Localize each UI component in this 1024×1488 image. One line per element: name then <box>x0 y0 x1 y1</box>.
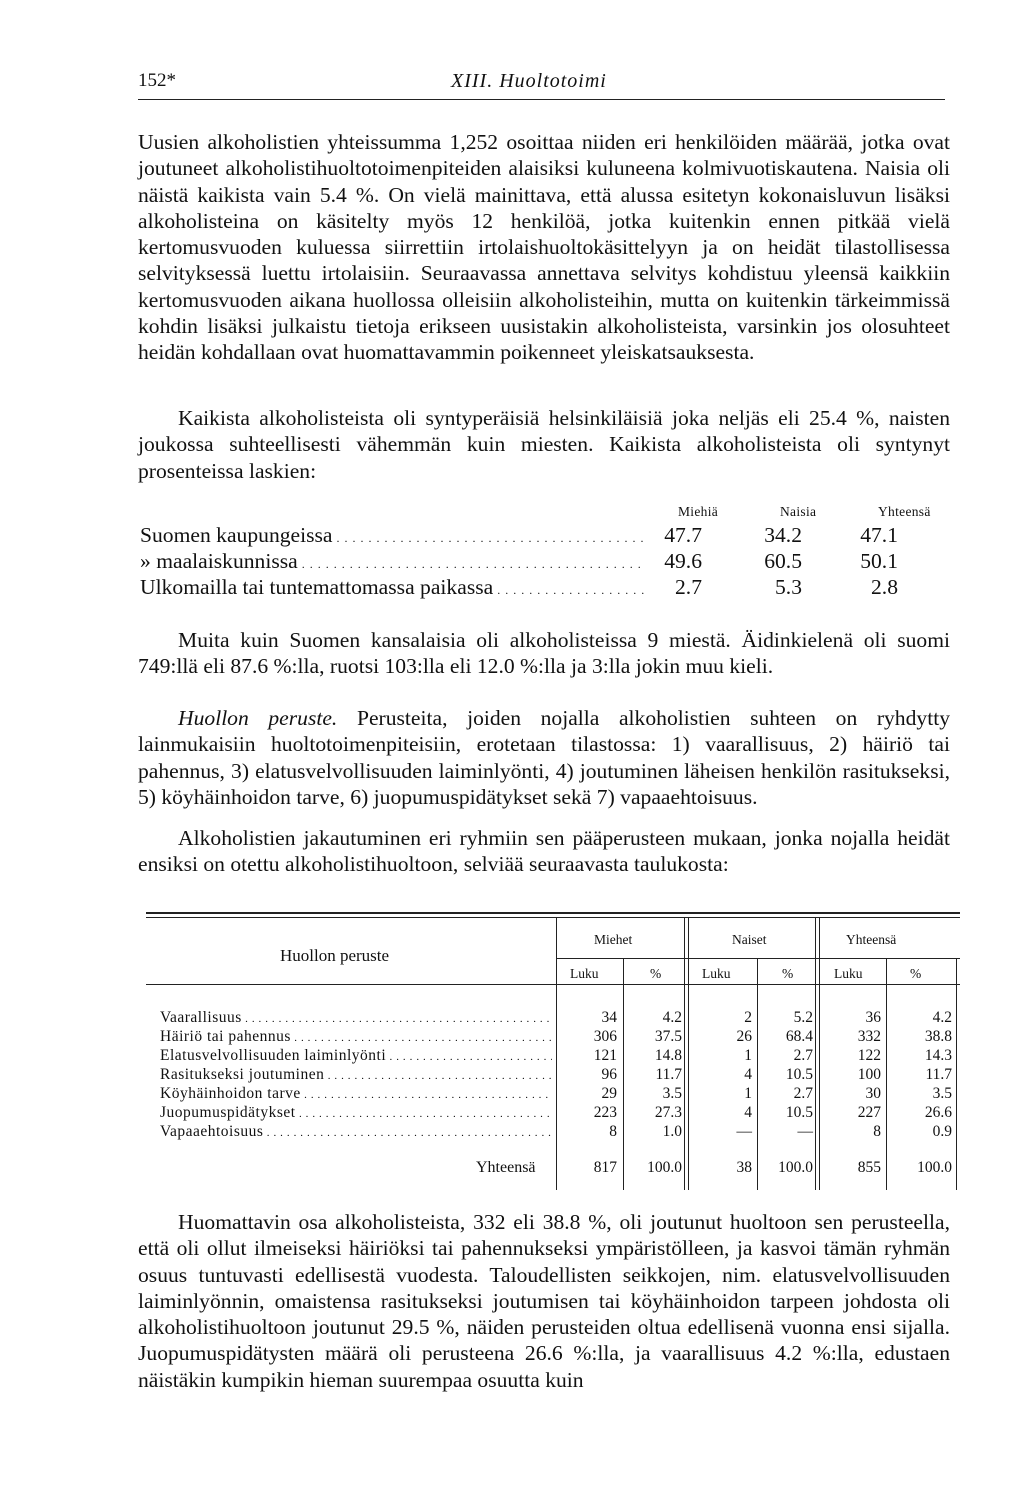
table-cell: 37.5 <box>654 1028 682 1045</box>
table-vline <box>956 959 957 1190</box>
row-label: Köyhäinhoidon tarve . . . <box>160 1085 552 1103</box>
subheader: Luku <box>834 966 863 981</box>
table-cell: 223 <box>593 1104 617 1121</box>
table-rule-top2 <box>146 917 960 918</box>
table-cell: 26.6 <box>924 1104 952 1121</box>
table-cell: 14.8 <box>654 1047 682 1064</box>
chapter-title: XIII. Huoltotoimi <box>451 70 607 92</box>
table-cell: — <box>736 1123 752 1140</box>
table-cell: 11.7 <box>655 1066 682 1083</box>
paragraph-4-text: Perusteita, joiden nojalla alkoholistien suhteen on ryhdytty lainmukaisiin huoltotoimenpiteisiin, erotetaan tilastossa: 1) vaarallisuus, 2) häiriö tai pahennus, 3) elatusvelvollisuuden laiminlyönti, 4) joutuminen läheisen henkilön rasitukseksi, 5) köyhäinhoidon tarve, 6) juopumuspidätykset sekä 7) vapaaehtoisuus. <box>138 706 950 809</box>
table-cell: 227 <box>857 1104 881 1121</box>
col-miehia: Miehiä <box>678 504 719 519</box>
row-label: » maalaiskunnissa . . . <box>140 548 646 577</box>
table-cell: 121 <box>593 1047 617 1064</box>
table-cell: 332 <box>857 1028 881 1045</box>
row-label: Juopumuspidätykset . . . <box>160 1104 552 1122</box>
total-value: 100.0 <box>778 1159 813 1176</box>
subheader: Luku <box>570 966 599 981</box>
table-cell: 11.7 <box>925 1066 952 1083</box>
table-cell: 2.7 <box>793 1047 813 1064</box>
value: 47.7 <box>664 523 702 547</box>
birthplace-header <box>138 500 954 522</box>
total-value: 817 <box>593 1159 617 1176</box>
row-label: Vapaaehtoisuus . . . <box>160 1123 552 1141</box>
table-vline <box>684 918 685 1190</box>
table-cell: 2 <box>744 1009 752 1026</box>
group-miehet: Miehet <box>594 932 633 947</box>
table-cell: 1 <box>744 1047 752 1064</box>
subheader: % <box>782 966 794 981</box>
table-cell: 100 <box>857 1066 881 1083</box>
table-cell: 34 <box>601 1009 617 1026</box>
value: 34.2 <box>764 523 802 547</box>
group-yhteensa: Yhteensä <box>846 932 897 947</box>
table-cell: 3.5 <box>662 1085 682 1102</box>
table-cell: 29 <box>601 1085 617 1102</box>
value: 2.7 <box>675 575 702 599</box>
value: 47.1 <box>860 523 898 547</box>
col-yhteensa: Yhteensä <box>878 504 931 519</box>
paragraph-2: Kaikista alkoholisteista oli syntyperäisiä helsinkiläisiä joka neljäs eli 25.4 %, naisten joukossa suhteellisesti vähemmän kuin miesten. Kaikista alkoholisteista oli syntynyt prosenteissa laskien: <box>138 406 950 483</box>
table-rule-top <box>146 912 960 914</box>
page-header <box>138 70 958 102</box>
birthplace-row <box>138 548 954 574</box>
table-cell: 4 <box>744 1104 752 1121</box>
table-cell: 8 <box>873 1123 881 1140</box>
table-cell: 3.5 <box>932 1085 952 1102</box>
table-cell: 1 <box>744 1085 752 1102</box>
table-cell: 5.2 <box>793 1009 813 1026</box>
subheader: % <box>910 966 922 981</box>
value: 2.8 <box>871 575 898 599</box>
header-rule <box>138 99 945 100</box>
table-cell: 306 <box>593 1028 617 1045</box>
paragraph-4 <box>138 705 950 810</box>
subheader: % <box>650 966 662 981</box>
table-cell: 10.5 <box>785 1066 813 1083</box>
birthplace-row <box>138 574 954 600</box>
table-cell: 4 <box>744 1066 752 1083</box>
paragraph-5: Alkoholistien jakautuminen eri ryhmiin sen pääperusteen mukaan, jonka nojalla heidät ensiksi on otettu alkoholistihuoltoon, selviää seuraavasta taulukosta: <box>138 826 950 877</box>
birthplace-table <box>138 500 954 600</box>
table-cell: 2.7 <box>793 1085 813 1102</box>
value: 50.1 <box>860 549 898 573</box>
table-cell: 26 <box>736 1028 752 1045</box>
value: 60.5 <box>764 549 802 573</box>
table-cell: 14.3 <box>924 1047 952 1064</box>
row-header: Huollon peruste <box>280 946 390 965</box>
subheader: Luku <box>702 966 731 981</box>
group-naiset: Naiset <box>732 932 767 947</box>
table-cell: 0.9 <box>932 1123 952 1140</box>
table-cell: 30 <box>865 1085 881 1102</box>
col-naisia: Naisia <box>780 504 817 519</box>
row-label: Suomen kaupungeissa . . . <box>140 522 646 551</box>
page-number: 152* <box>138 70 176 91</box>
table-cell: 4.2 <box>932 1009 952 1026</box>
row-label: Rasitukseksi joutuminen . . . <box>160 1066 552 1084</box>
table-cell: 1.0 <box>662 1123 682 1140</box>
total-value: 100.0 <box>647 1159 682 1176</box>
value: 5.3 <box>775 575 802 599</box>
value: 49.6 <box>664 549 702 573</box>
table-rule-head <box>146 984 960 985</box>
total-value: 38 <box>736 1159 752 1176</box>
paragraph-1: Uusien alkoholistien yhteissumma 1,252 osoittaa niiden eri henkilöiden määrää, jotka ovat joutuneet alkoholistihuoltotoimenpiteiden alaisiksi kuluneena kolmivuotiskautena. Naisia oli näistä kaikista vain 5.4 %. On vielä mainittava, että alussa esitetyn kokonaisluvun lisäksi alkoholisteina on käsitelty myös 12 henkilöä, jotka kuitenkin ennen pitkää vielä kertomusvuoden kuluessa siirrettiin irtolaishuoltokäsittelyyn ja on heidät tilastollisessa selvityksessä luettu irtolaisiin. Seuraavassa annettava selvitys kohdistuu yleensä kaikkiin kertomusvuoden aikana huollossa olleisiin alkoholisteihin, mutta on kuitenkin tärkeimmissä kohdin lisäksi julkaistu tietoja erikseen uusistakin alkoholisteista, varsinkin jos olosuhteet heidän kohdallaan ovat huomattavammin poikenneet yleiskatsauksesta. <box>138 130 950 365</box>
total-value: 100.0 <box>917 1159 952 1176</box>
paragraph-6: Huomattavin osa alkoholisteista, 332 eli 38.8 %, oli joutunut huoltoon sen perusteella, että oli ollut ilmeiseksi häiriöksi tai pahennukseksi ympäristölleen, ja kasvoi tämän ryhmän osuus tuntuvasti edellisestä vuodesta. Taloudellisten seikkojen, nim. elatusvelvollisuuden laiminlyönnin, omaistensa rasitukseksi joutumisen tai köyhäinhoidon tarpeen johdosta oli alkoholistihuoltoon joutunut 29.5 %, näiden perusteiden oltua edellisenä vuonna ensi sijalla. Juopumuspidätysten määrä oli perusteena 26.6 %:lla, ja vaarallisuus 4.2 %:lla, edustaen näistäkin kumpikin hieman suurempaa osuutta kuin <box>138 1210 950 1392</box>
total-value: 855 <box>857 1159 881 1176</box>
table-cell: 38.8 <box>924 1028 952 1045</box>
grounds-table <box>146 912 960 1190</box>
row-label: Vaarallisuus . . . <box>160 1009 552 1027</box>
table-cell: 68.4 <box>785 1028 813 1045</box>
table-cell: 4.2 <box>662 1009 682 1026</box>
birthplace-row <box>138 522 954 548</box>
row-label: Elatusvelvollisuuden laiminlyönti . . . <box>160 1047 552 1065</box>
table-cell: 8 <box>609 1123 617 1140</box>
table-vline <box>815 918 816 1190</box>
table-cell: 122 <box>857 1047 881 1064</box>
table-cell: 36 <box>865 1009 881 1026</box>
row-label: Ulkomailla tai tuntemattomassa paikassa . . . <box>140 574 646 603</box>
row-label: Häiriö tai pahennus . . . <box>160 1028 552 1046</box>
table-cell: 10.5 <box>785 1104 813 1121</box>
paragraph-3: Muita kuin Suomen kansalaisia oli alkoholisteissa 9 miestä. Äidinkielenä oli suomi 749:llä eli 87.6 %:lla, ruotsi 103:lla eli 12.0 %:lla ja 3:lla jokin muu kieli. <box>138 628 950 679</box>
total-label: Yhteensä <box>476 1159 536 1176</box>
section-heading: Huollon peruste. <box>178 706 338 730</box>
table-rule-group <box>556 958 960 959</box>
table-cell: — <box>797 1123 813 1140</box>
table-cell: 96 <box>601 1066 617 1083</box>
table-cell: 27.3 <box>654 1104 682 1121</box>
